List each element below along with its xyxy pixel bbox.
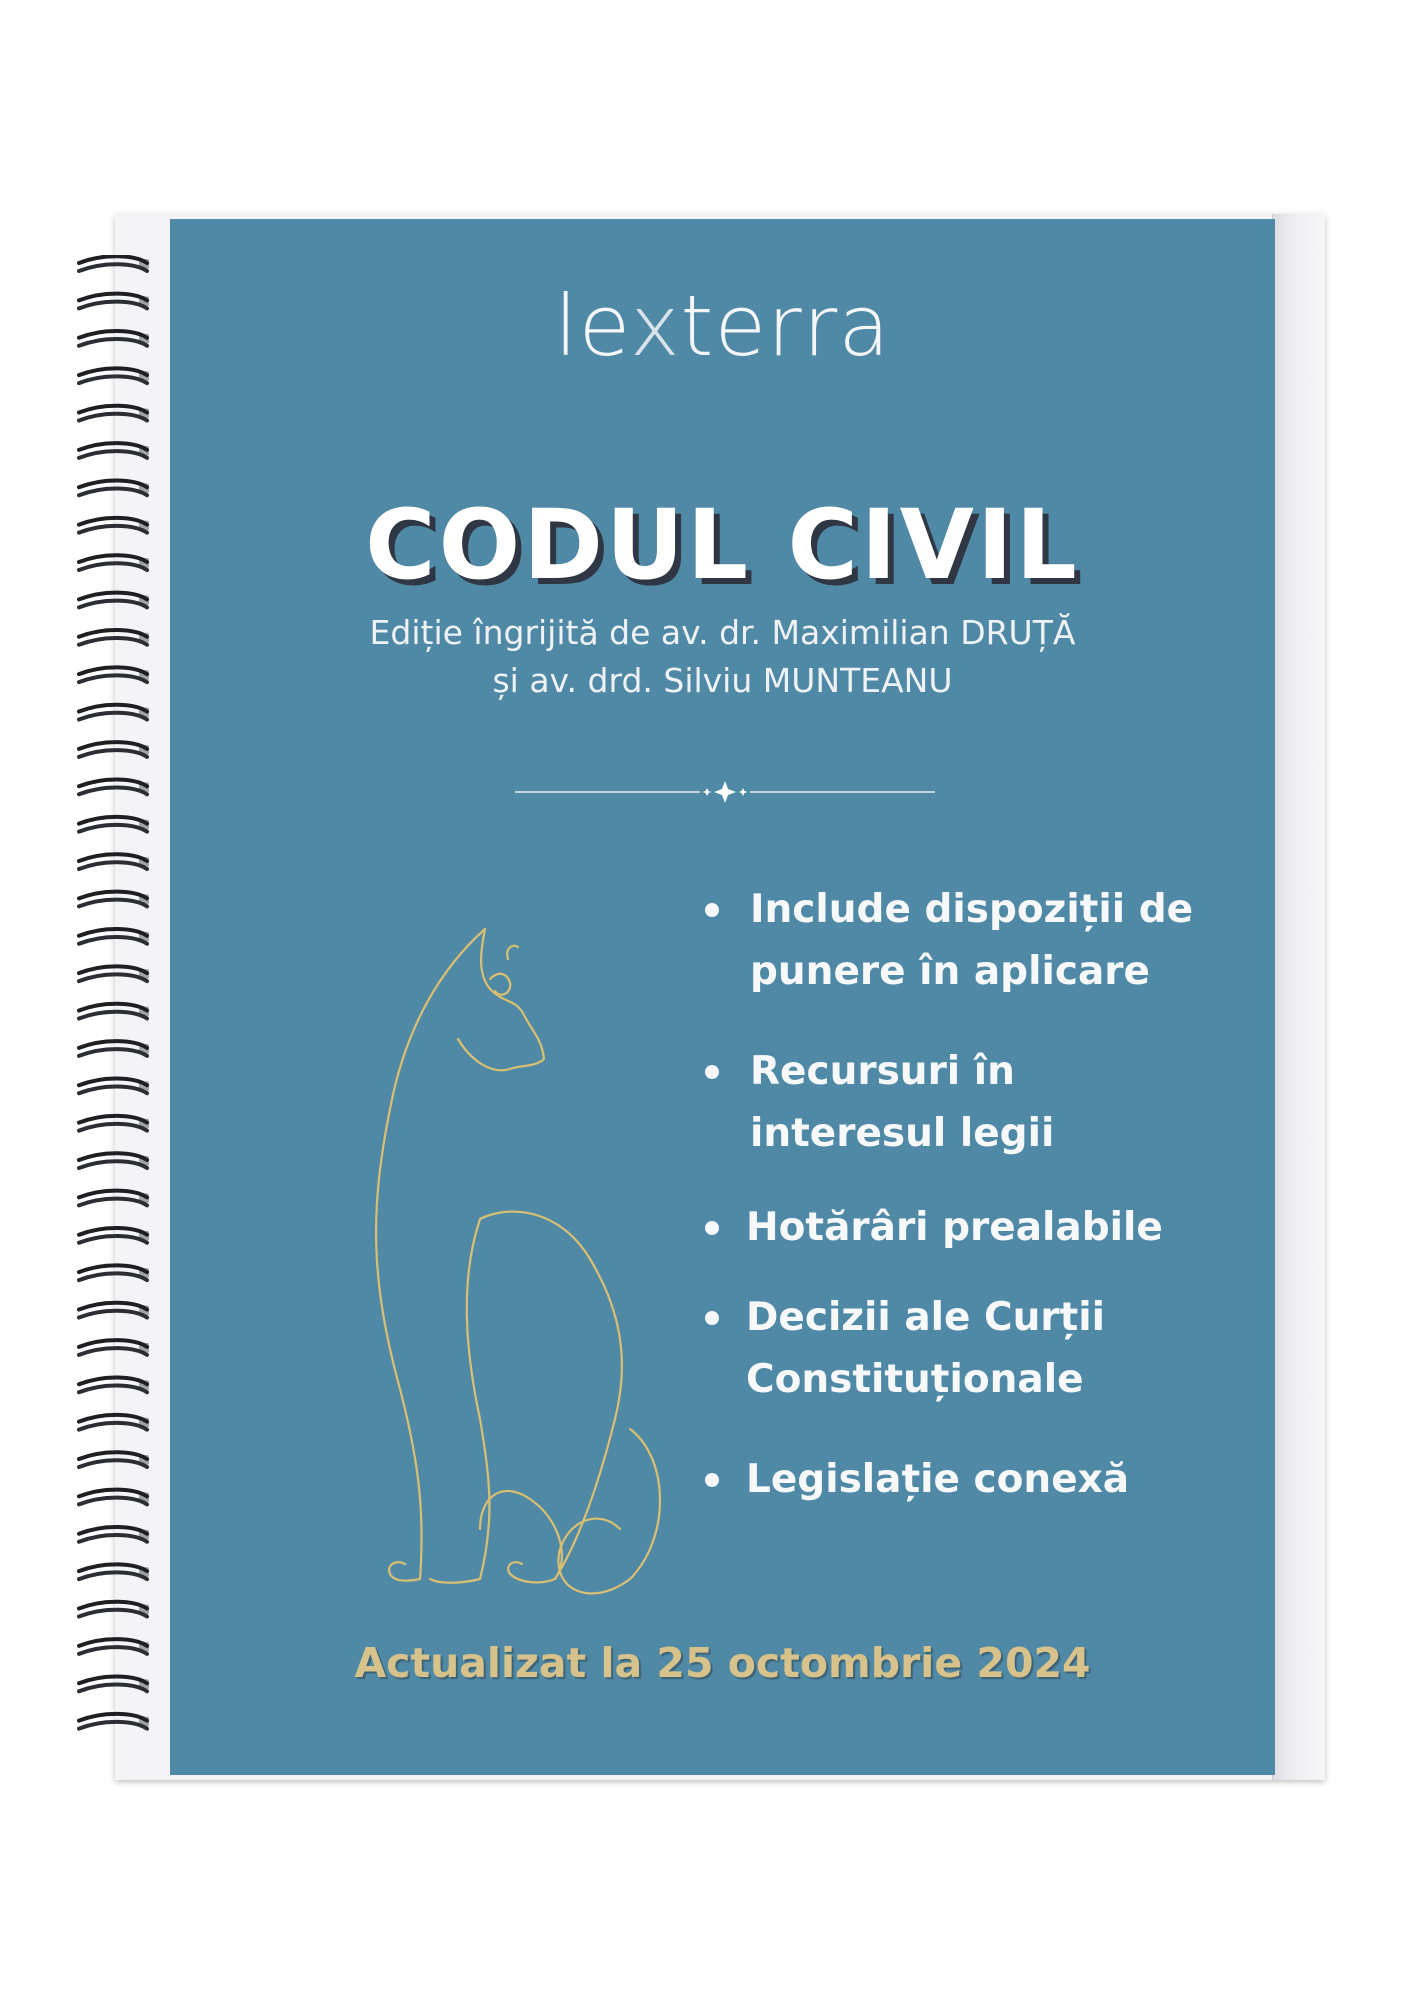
update-date: Actualizat la 25 octombrie 2024 xyxy=(354,1639,1091,1687)
cat-line-art-icon xyxy=(330,919,700,1609)
spiral-ring xyxy=(79,1676,149,1691)
editors-line-2: și av. drd. Silviu MUNTEANU xyxy=(492,661,953,700)
brand-logo: lexterra xyxy=(554,277,891,375)
page-edge xyxy=(1272,214,1325,1780)
spiral-ring xyxy=(79,892,149,907)
spiral-notebook xyxy=(115,214,1325,1780)
spiral-ring xyxy=(79,443,149,458)
spiral-binding-icon xyxy=(75,255,165,1750)
spiral-ring xyxy=(79,1340,149,1355)
spiral-ring xyxy=(79,1116,149,1131)
spiral-ring xyxy=(79,1415,149,1430)
spiral-ring xyxy=(79,1639,149,1654)
spiral-ring xyxy=(79,593,149,608)
spiral-ring xyxy=(79,1265,149,1280)
spiral-ring xyxy=(79,854,149,869)
spiral-ring xyxy=(79,1303,149,1318)
bullet-icon xyxy=(705,1065,719,1079)
editors-credit xyxy=(170,609,1275,705)
spiral-ring xyxy=(79,480,149,495)
bullet-icon xyxy=(705,1473,719,1487)
spiral-ring xyxy=(79,1041,149,1056)
spiral-ring xyxy=(79,1191,149,1206)
spiral-ring xyxy=(79,1714,149,1729)
spiral-ring xyxy=(79,1602,149,1617)
sparkle-divider-icon xyxy=(515,777,935,807)
spiral-ring xyxy=(79,555,149,570)
spiral-ring xyxy=(79,1452,149,1467)
spiral-ring xyxy=(79,368,149,383)
editors-line-1: Ediție îngrijită de av. dr. Maximilian DRUȚĂ xyxy=(369,613,1076,652)
spiral-ring xyxy=(79,705,149,720)
book-cover xyxy=(170,219,1275,1775)
feature-item: Include dispoziții de punere în aplicare xyxy=(705,879,1265,1003)
spiral-ring xyxy=(79,1564,149,1579)
spiral-ring xyxy=(79,929,149,944)
spiral-ring xyxy=(79,1153,149,1168)
feature-item: Recursuri în interesul legii xyxy=(705,1041,1265,1165)
feature-item: Hotărâri prealabile xyxy=(705,1197,1265,1259)
spiral-ring xyxy=(79,1004,149,1019)
bullet-icon xyxy=(705,1311,719,1325)
bullet-icon xyxy=(705,903,719,917)
spiral-ring xyxy=(79,1527,149,1542)
spiral-ring xyxy=(79,294,149,309)
bullet-icon xyxy=(705,1221,719,1235)
spiral-ring xyxy=(79,630,149,645)
spiral-ring xyxy=(79,406,149,421)
spiral-ring xyxy=(79,1377,149,1392)
spiral-ring xyxy=(79,817,149,832)
spiral-ring xyxy=(79,1228,149,1243)
feature-item: Legislație conexă xyxy=(705,1449,1265,1511)
spiral-ring xyxy=(79,779,149,794)
spiral-ring xyxy=(79,331,149,346)
book-title: CODUL CIVIL xyxy=(365,489,1080,601)
spiral-ring xyxy=(79,518,149,533)
spiral-ring xyxy=(79,256,149,271)
spiral-ring xyxy=(79,966,149,981)
spiral-ring xyxy=(79,742,149,757)
feature-list xyxy=(705,879,1265,1511)
feature-item: Decizii ale Curții Constituționale xyxy=(705,1287,1265,1411)
spiral-ring xyxy=(79,667,149,682)
spiral-ring xyxy=(79,1490,149,1505)
spiral-ring xyxy=(79,1078,149,1093)
